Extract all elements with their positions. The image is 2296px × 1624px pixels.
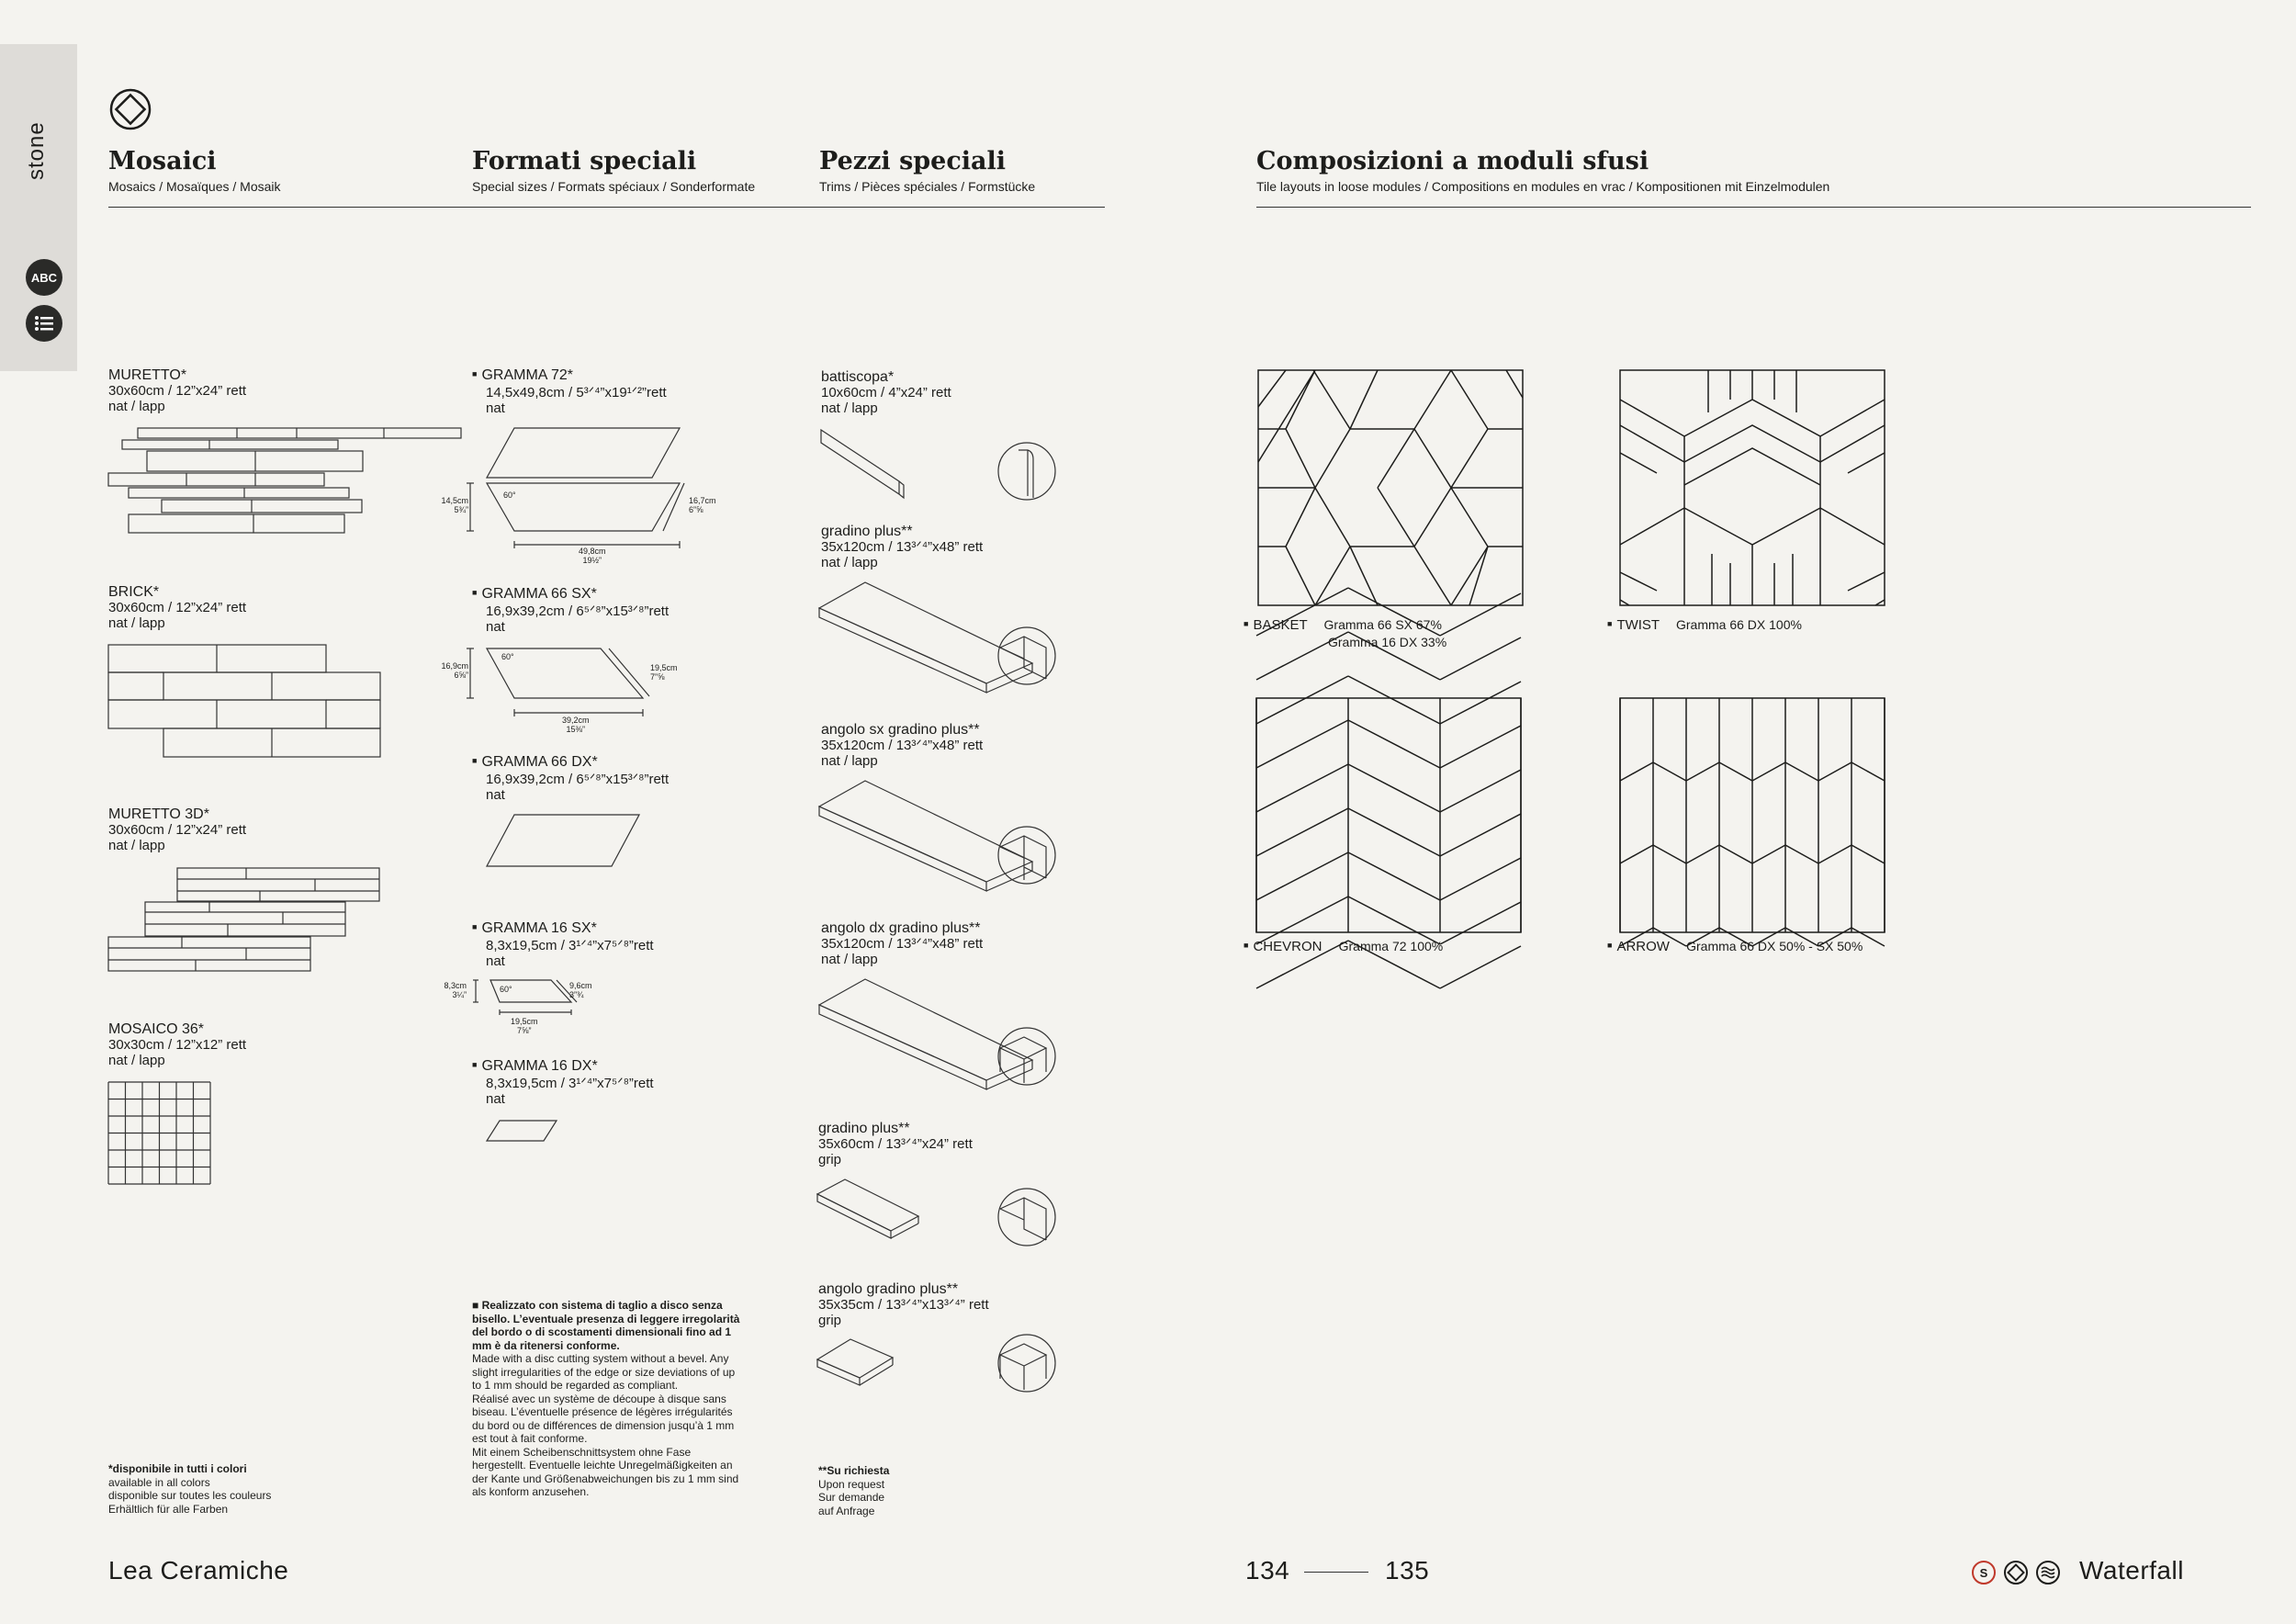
product-size: 35x120cm / 13³ᐟ⁴”x48” rett bbox=[821, 738, 984, 753]
trim-angolo-dx-label bbox=[821, 920, 983, 967]
format-gramma66dx-label bbox=[472, 754, 669, 803]
header-title: Mosaici bbox=[108, 147, 217, 175]
sidebar bbox=[0, 44, 77, 371]
note-fr: Réalisé avec un système de découpe à disque sans biseau. L’éventuelle présence de légères irrégularités du bord ou de différences de dimension jusqu’à 1 mm est tout à fait conforme. bbox=[472, 1392, 735, 1445]
header-mosaici bbox=[108, 147, 281, 194]
product-size: 35x35cm / 13³ᐟ⁴”x13³ᐟ⁴” rett bbox=[818, 1297, 989, 1313]
product-finish: nat / lapp bbox=[821, 555, 878, 570]
dim-angle: 60° bbox=[503, 491, 516, 500]
dim-value: 19,5cm bbox=[650, 663, 678, 672]
product-finish: nat / lapp bbox=[108, 615, 165, 631]
pattern-desc: Gramma 66 SX 67% bbox=[1323, 617, 1442, 632]
product-name: MURETTO* bbox=[108, 367, 187, 383]
header-subtitle: Tile layouts in loose modules / Compositions en modules en vrac / Kompositionen mit Einzelmodulen bbox=[1256, 179, 1830, 194]
product-size: 10x60cm / 4”x24” rett bbox=[821, 385, 951, 400]
gramma16dx-drawing bbox=[487, 1119, 560, 1145]
note-line: *disponibile in tutti i colori bbox=[108, 1462, 247, 1475]
pattern-name: ■ ARROW bbox=[1607, 939, 1670, 954]
format-gramma72-label bbox=[472, 367, 667, 416]
list-icon[interactable] bbox=[26, 305, 62, 342]
basket-pattern bbox=[1258, 370, 1523, 605]
battiscopa-section-icon bbox=[996, 441, 1057, 502]
product-name: battiscopa* bbox=[821, 369, 895, 385]
product-size: 16,9x39,2cm / 6⁵ᐟ⁸”x15³ᐟ⁸”rett bbox=[486, 603, 670, 619]
pattern-desc: Gramma 66 DX 100% bbox=[1676, 617, 1802, 632]
logo-icon bbox=[108, 87, 152, 131]
page-number-right: 135 bbox=[1385, 1556, 1430, 1585]
product-name: ■ GRAMMA 16 SX* bbox=[472, 920, 654, 938]
product-name: ■ GRAMMA 66 DX* bbox=[472, 754, 669, 772]
dim-value: 6”⅝ bbox=[689, 505, 703, 514]
waves-symbol-icon bbox=[2035, 1560, 2061, 1585]
note-it: ■ Realizzato con sistema di taglio a disco senza bisello. L’eventuale presenza di leggere irregolarità del bordo o di scostamenti dimensionali fino ad 1 mm è da ritenersi conforme. bbox=[472, 1299, 740, 1352]
request-note bbox=[818, 1464, 889, 1517]
trim-angolo-gradino-label bbox=[818, 1281, 989, 1328]
product-size: 30x60cm / 12”x24” rett bbox=[108, 822, 247, 838]
trim-angolo-sx-label bbox=[821, 722, 983, 769]
dim-value: 49,8cm bbox=[579, 547, 606, 556]
note-de: Mit einem Scheibenschnittsystem ohne Fase hergestellt. Eventuelle leichte Unregelmäßigkeiten an der Kante und Größenabweichungen bis zu 1 mm sind als konform anzusehen. bbox=[472, 1445, 739, 1498]
note-en: Made with a disc cutting system without a bevel. Any slight irregularities of the edge or size deviations of up to 1 mm should be regarded as compliant. bbox=[472, 1352, 736, 1392]
dim-angle: 60° bbox=[501, 652, 514, 661]
note-line: available in all colors bbox=[108, 1475, 210, 1489]
brand-name: Lea Ceramiche bbox=[108, 1556, 289, 1585]
page-number-left: 134 bbox=[1245, 1556, 1290, 1585]
brick-drawing bbox=[108, 645, 384, 757]
product-name: MURETTO 3D* bbox=[108, 806, 209, 822]
product-size: 35x120cm / 13³ᐟ⁴”x48” rett bbox=[821, 539, 984, 555]
dim-h2 bbox=[650, 663, 678, 682]
dim-value: 6⅝” bbox=[454, 671, 468, 680]
format-gramma16sx-label bbox=[472, 920, 654, 969]
gramma66dx-drawing bbox=[487, 813, 643, 868]
pattern-desc: Gramma 16 DX 33% bbox=[1328, 635, 1447, 649]
product-name: ■ GRAMMA 16 DX* bbox=[472, 1058, 654, 1076]
dim-h1 bbox=[437, 496, 468, 514]
header-title: Formati speciali bbox=[472, 147, 697, 175]
header-subtitle: Trims / Pièces spéciales / Formstücke bbox=[819, 179, 1036, 194]
angolo-gradino-section-icon bbox=[996, 1333, 1057, 1393]
note-line: disponible sur toutes les couleurs bbox=[108, 1489, 272, 1502]
product-finish: nat / lapp bbox=[821, 952, 878, 967]
divider bbox=[108, 207, 1105, 208]
dim-w bbox=[579, 547, 606, 565]
product-name: gradino plus** bbox=[821, 524, 913, 539]
dim-value: 8,3cm bbox=[444, 981, 467, 990]
gradino-plus-small-drawing bbox=[817, 1179, 928, 1244]
stone-symbol-icon bbox=[1971, 1560, 1997, 1585]
chevron-pattern bbox=[1256, 698, 1521, 932]
mosaic-brick-label bbox=[108, 584, 246, 631]
pattern-name: ■ CHEVRON bbox=[1244, 939, 1322, 954]
header-title: Composizioni a moduli sfusi bbox=[1256, 147, 1649, 175]
dim-value: 16,9cm bbox=[441, 661, 468, 671]
dim-h2 bbox=[569, 981, 592, 999]
product-finish: nat bbox=[486, 400, 505, 416]
note-line: auf Anfrage bbox=[818, 1504, 875, 1517]
product-finish: nat bbox=[486, 1091, 505, 1107]
angolo-gradino-drawing bbox=[817, 1339, 900, 1390]
svg-text:S: S bbox=[1979, 1566, 1988, 1580]
diamond-symbol-icon bbox=[2003, 1560, 2029, 1585]
dim-value: 14,5cm bbox=[441, 496, 468, 505]
dim-value: 7”⅝ bbox=[650, 672, 665, 682]
gradino-small-section-icon bbox=[996, 1187, 1057, 1247]
product-finish: nat / lapp bbox=[821, 400, 878, 416]
product-finish: nat bbox=[486, 787, 505, 803]
dim-value: 16,7cm bbox=[689, 496, 716, 505]
collection-name: Waterfall bbox=[2079, 1556, 2184, 1585]
product-size: 30x30cm / 12”x12” rett bbox=[108, 1037, 247, 1053]
product-finish: grip bbox=[818, 1313, 842, 1328]
dim-value: 3”¾ bbox=[569, 990, 584, 999]
mosaico36-drawing bbox=[108, 1082, 211, 1185]
divider bbox=[1256, 207, 2251, 208]
product-size: 16,9x39,2cm / 6⁵ᐟ⁸”x15³ᐟ⁸”rett bbox=[486, 772, 670, 787]
dim-h1 bbox=[437, 661, 468, 680]
arrow-pattern bbox=[1620, 698, 1885, 932]
dim-value: 19,5cm bbox=[511, 1017, 538, 1026]
pattern-name: ■ TWIST bbox=[1607, 617, 1660, 633]
dim-value: 19½” bbox=[582, 556, 602, 565]
dim-w bbox=[511, 1017, 538, 1035]
format-gramma16dx-label bbox=[472, 1058, 654, 1107]
product-name: angolo sx gradino plus** bbox=[821, 722, 980, 738]
product-size: 8,3x19,5cm / 3¹ᐟ⁴”x7⁵ᐟ⁸”rett bbox=[486, 1076, 654, 1091]
product-finish: nat / lapp bbox=[108, 838, 165, 853]
product-size: 14,5x49,8cm / 5³ᐟ⁴”x19¹ᐟ²”rett bbox=[486, 385, 667, 400]
header-formati bbox=[472, 147, 755, 194]
dim-value: 3¼” bbox=[452, 990, 467, 999]
dim-value: 7⅝” bbox=[517, 1026, 532, 1035]
product-size: 35x120cm / 13³ᐟ⁴”x48” rett bbox=[821, 936, 984, 952]
product-finish: nat / lapp bbox=[108, 399, 165, 414]
muretto-drawing bbox=[108, 427, 384, 533]
pattern-name: ■ BASKET bbox=[1244, 617, 1307, 633]
note-line: Erhältlich für alle Farben bbox=[108, 1502, 229, 1516]
product-finish: nat / lapp bbox=[821, 753, 878, 769]
angolo-dx-section-icon bbox=[996, 1026, 1057, 1087]
product-finish: nat bbox=[486, 619, 505, 635]
dim-h2 bbox=[689, 496, 716, 514]
product-size: 8,3x19,5cm / 3¹ᐟ⁴”x7⁵ᐟ⁸”rett bbox=[486, 938, 654, 953]
header-title: Pezzi speciali bbox=[819, 147, 1007, 175]
note-line: Upon request bbox=[818, 1477, 885, 1491]
compo-chevron-label bbox=[1244, 939, 1443, 956]
product-finish: nat bbox=[486, 953, 505, 969]
product-name: angolo gradino plus** bbox=[818, 1281, 959, 1297]
dim-w bbox=[562, 716, 590, 734]
mosaic-muretto-label bbox=[108, 367, 246, 414]
mosaic-muretto3d-label bbox=[108, 806, 246, 853]
dim-h1 bbox=[435, 981, 467, 999]
section-label: stone bbox=[24, 121, 49, 180]
cutting-note bbox=[472, 1299, 740, 1499]
dim-value: 9,6cm bbox=[569, 981, 592, 990]
twist-pattern bbox=[1620, 370, 1885, 605]
dim-value: 5¾” bbox=[454, 505, 468, 514]
note-line: Sur demande bbox=[818, 1491, 885, 1504]
product-size: 30x60cm / 12”x24” rett bbox=[108, 383, 247, 399]
product-name: gradino plus** bbox=[818, 1121, 910, 1136]
pattern-desc: Gramma 72 100% bbox=[1338, 939, 1444, 953]
angolo-sx-section-icon bbox=[996, 825, 1057, 885]
header-subtitle: Mosaics / Mosaïques / Mosaik bbox=[108, 179, 281, 194]
availability-note bbox=[108, 1462, 271, 1516]
page-divider bbox=[1304, 1572, 1368, 1573]
product-size: 30x60cm / 12”x24” rett bbox=[108, 600, 247, 615]
header-pezzi bbox=[819, 147, 1035, 194]
dim-value: 15⅜” bbox=[566, 725, 586, 734]
dim-value: 39,2cm bbox=[562, 716, 590, 725]
dim-angle: 60° bbox=[500, 985, 512, 994]
pattern-desc: Gramma 66 DX 50% - SX 50% bbox=[1686, 939, 1863, 953]
trim-gradino-plus-small-label bbox=[818, 1121, 973, 1167]
compo-arrow-label bbox=[1607, 939, 1863, 956]
product-name: angolo dx gradino plus** bbox=[821, 920, 981, 936]
gradino-section-icon bbox=[996, 626, 1057, 686]
product-finish: grip bbox=[818, 1152, 842, 1167]
header-subtitle: Special sizes / Formats spéciaux / Sonderformate bbox=[472, 179, 756, 194]
product-name: ■ GRAMMA 66 SX* bbox=[472, 586, 669, 603]
battiscopa-drawing bbox=[821, 428, 913, 502]
note-line: **Su richiesta bbox=[818, 1464, 890, 1477]
product-name: MOSAICO 36* bbox=[108, 1021, 205, 1037]
muretto3d-drawing bbox=[108, 868, 384, 971]
gramma72-drawing bbox=[432, 423, 707, 570]
trim-battiscopa-label bbox=[821, 369, 951, 416]
abc-button[interactable]: ABC bbox=[26, 259, 62, 296]
product-size: 35x60cm / 13³ᐟ⁴”x24” rett bbox=[818, 1136, 973, 1152]
product-name: BRICK* bbox=[108, 584, 160, 600]
mosaic-mosaico36-label bbox=[108, 1021, 246, 1068]
header-compo bbox=[1256, 147, 1829, 194]
product-finish: nat / lapp bbox=[108, 1053, 165, 1068]
trim-gradino-plus-label bbox=[821, 524, 983, 570]
product-name: ■ GRAMMA 72* bbox=[472, 367, 667, 385]
compo-twist-label bbox=[1607, 617, 1802, 635]
format-gramma66sx-label bbox=[472, 586, 669, 635]
